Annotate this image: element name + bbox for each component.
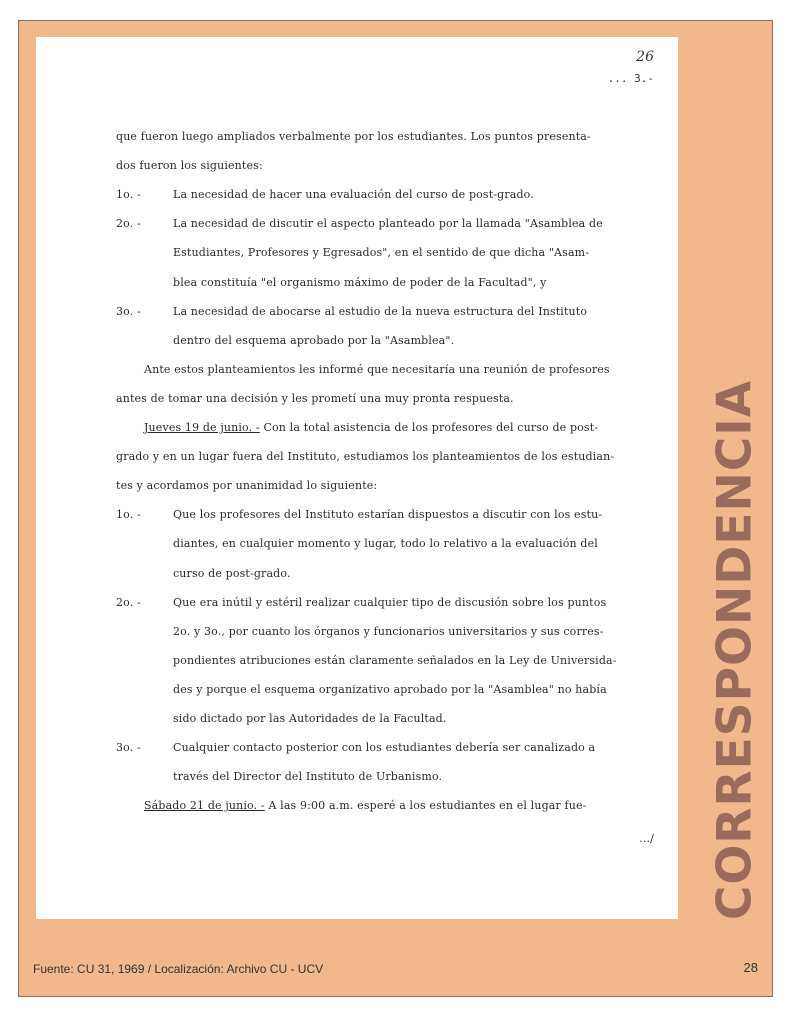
document-line: pondientes atribuciones están claramente señalados en la Ley de Universida-	[173, 654, 617, 667]
document-line: través del Director del Instituto de Urbanismo.	[173, 770, 443, 783]
document-line: curso de post-grado.	[173, 567, 291, 580]
document-line: antes de tomar una decisión y les prometí una muy pronta respuesta.	[116, 392, 514, 405]
list-label: 1o. -	[116, 188, 141, 201]
section-title-text: CORRESPONDENCIA	[707, 379, 763, 921]
document-line: Estudiantes, Profesores y Egresados", en el sentido de que dicha "Asam-	[173, 246, 590, 259]
document-line: blea constituía "el organismo máximo de poder de la Facultad", y	[173, 276, 547, 289]
page-number: 28	[743, 960, 758, 975]
page-reference: ... 3.-	[607, 72, 654, 85]
list-label: 2o. -	[116, 217, 141, 230]
document-line: La necesidad de hacer una evaluación del curso de post-grado.	[173, 188, 534, 201]
document-line: que fueron luego ampliados verbalmente por los estudiantes. Los puntos presenta-	[116, 130, 591, 143]
line-text: A las 9:00 a.m. esperé a los estudiantes en el lugar fue-	[264, 799, 587, 812]
document-line	[144, 799, 587, 812]
handwritten-page-number: 26	[636, 49, 654, 65]
document-line: Que los profesores del Instituto estarían dispuestos a discutir con los estu-	[173, 508, 603, 521]
document-line: Ante estos planteamientos les informé que necesitaría una reunión de profesores	[144, 363, 610, 376]
document-line: La necesidad de abocarse al estudio de la nueva estructura del Instituto	[173, 305, 588, 318]
document-line: des y porque el esquema organizativo aprobado por la "Asamblea" no había	[173, 683, 607, 696]
document-line: grado y en un lugar fuera del Instituto, estudiamos los planteamientos de los estudian-	[116, 450, 615, 463]
line-text: Con la total asistencia de los profesores del curso de post-	[259, 421, 599, 434]
list-label: 2o. -	[116, 596, 141, 609]
date-heading: Jueves 19 de junio. -	[144, 421, 260, 434]
document-line: 2o. y 3o., por cuanto los órganos y funcionarios universitarios y sus corres-	[173, 625, 604, 638]
document-line: Que era inútil y estéril realizar cualquier tipo de discusión sobre los puntos	[173, 596, 607, 609]
list-label: 3o. -	[116, 741, 141, 754]
list-label: 3o. -	[116, 305, 141, 318]
document-line: dentro del esquema aprobado por la "Asamblea".	[173, 334, 455, 347]
document-line: sido dictado por las Autoridades de la Facultad.	[173, 712, 447, 725]
document-line: Cualquier contacto posterior con los estudiantes debería ser canalizado a	[173, 741, 596, 754]
continuation-mark: .../	[639, 832, 654, 845]
document-line: La necesidad de discutir el aspecto planteado por la llamada "Asamblea de	[173, 217, 603, 230]
section-title-vertical	[700, 380, 770, 920]
document-line: tes y acordamos por unanimidad lo siguiente:	[116, 479, 378, 492]
document-line: diantes, en cualquier momento y lugar, todo lo relativo a la evaluación del	[173, 537, 598, 550]
source-caption: Fuente: CU 31, 1969 / Localización: Archivo CU - UCV	[33, 962, 324, 976]
document-scan	[36, 37, 678, 919]
date-heading: Sábado 21 de junio. -	[144, 799, 265, 812]
list-label: 1o. -	[116, 508, 141, 521]
document-line: dos fueron los siguientes:	[116, 159, 263, 172]
document-line	[144, 421, 598, 434]
